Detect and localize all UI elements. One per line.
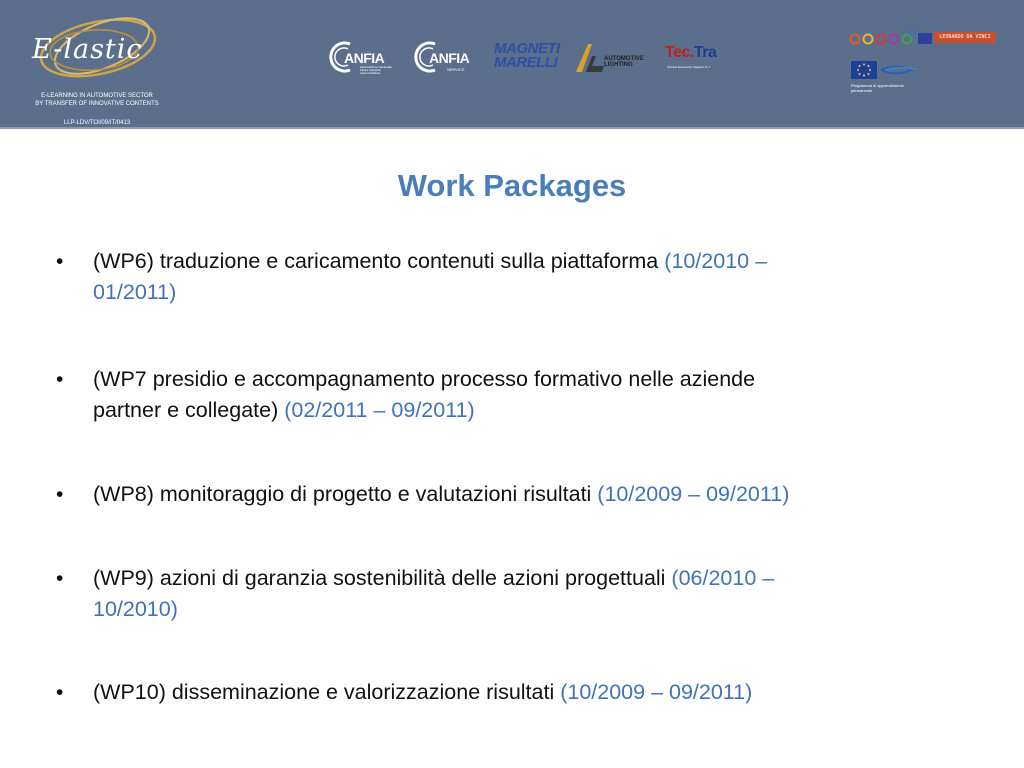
anfia-sublabel: Associazione Nazionale Filiera Industria Automobilistica <box>360 65 392 75</box>
automotive-lighting-label <box>604 56 644 68</box>
tectra-sublabel: Tecnica Economia Trasporti S.r.l. <box>667 65 711 69</box>
anfia-service-sublabel: SERVICE <box>447 67 465 72</box>
leonardo-da-vinci-emblems <box>848 30 998 46</box>
header-banner <box>0 0 1024 127</box>
eu-programme-emblem <box>851 61 921 109</box>
magneti-marelli-logo <box>494 38 558 78</box>
eu-caption-line-2: permanente <box>851 88 873 93</box>
magneti-marelli-wordmark <box>494 42 560 70</box>
bullet-icon: • <box>56 250 64 273</box>
list-item-wp10 <box>52 677 752 708</box>
list-item-wp8 <box>52 479 789 510</box>
wp10-text: (WP10) disseminazione e valorizzazione risultati <box>93 680 561 704</box>
elastic-tagline <box>22 92 172 108</box>
tagline-line-1: E-LEARNING IN AUTOMOTIVE SECTOR <box>41 93 153 99</box>
list-item-wp7 <box>52 364 755 426</box>
project-code: LLP-LDV/TOI/09/IT/0413 <box>63 120 131 126</box>
anfia-label: ANFIA <box>344 50 385 66</box>
wp10-date: (10/2009 – 09/2011) <box>560 680 753 704</box>
bullet-icon: • <box>56 681 64 704</box>
automotive-lighting-logo <box>572 38 652 78</box>
elastic-logo <box>20 12 170 126</box>
anfia-service-label: ANFIA <box>429 50 470 66</box>
wp6-date-end: 01/2011) <box>93 280 177 304</box>
eu-caption <box>851 83 931 93</box>
wp9-date-end: 10/2010) <box>93 597 178 621</box>
elastic-wordmark: E-lastic <box>32 34 143 65</box>
bullet-icon: • <box>56 567 64 590</box>
programme-spirals-icon <box>848 30 934 46</box>
list-item-wp6 <box>52 246 767 308</box>
automotive-lighting-logo-icon <box>572 42 606 76</box>
eu-flag-icon <box>851 61 921 81</box>
wp7-text-line-1: (WP7 presidio e accompagnamento processo formativo nelle aziende <box>93 367 756 391</box>
magneti-line: MAGNETI <box>494 40 560 57</box>
tagline-line-2: BY TRANSFER OF INNOVATIVE CONTENTS <box>35 101 159 107</box>
tectra-wordmark <box>665 44 716 62</box>
tectra-part-1: Tec. <box>665 44 694 61</box>
slide-title: Work Packages <box>397 168 627 203</box>
wp7-text-line-2: partner e collegate) <box>93 398 285 422</box>
wp9-text: (WP9) azioni di garanzia sostenibilità delle azioni progettuali <box>93 566 672 590</box>
marelli-line: MARELLI <box>494 54 558 71</box>
eu-caption-line-1: Programma di apprendimento <box>851 83 904 88</box>
anfia-service-logo <box>413 38 477 78</box>
tectra-logo <box>665 38 731 78</box>
wp8-text: (WP8) monitoraggio di progetto e valutazioni risultati <box>93 482 598 506</box>
list-item-wp9 <box>52 563 774 625</box>
wp8-date: (10/2009 – 09/2011) <box>597 482 790 506</box>
wp7-date: (02/2011 – 09/2011) <box>284 398 475 422</box>
tectra-part-2: Tra <box>693 44 717 61</box>
bullet-icon: • <box>56 368 64 391</box>
wp9-date-start: (06/2010 – <box>671 566 775 590</box>
leonardo-da-vinci-label: LEONARDO DA VINCI <box>934 32 996 43</box>
anfia-logo <box>328 38 392 78</box>
wp6-date-start: (10/2010 – <box>664 249 768 273</box>
lighting-line: LIGHTING <box>604 62 633 68</box>
bullet-icon: • <box>56 483 64 506</box>
wp6-text: (WP6) traduzione e caricamento contenuti sulla piattaforma <box>93 249 665 273</box>
header-divider <box>0 127 1024 129</box>
automotive-line: AUTOMOTIVE <box>604 56 644 62</box>
